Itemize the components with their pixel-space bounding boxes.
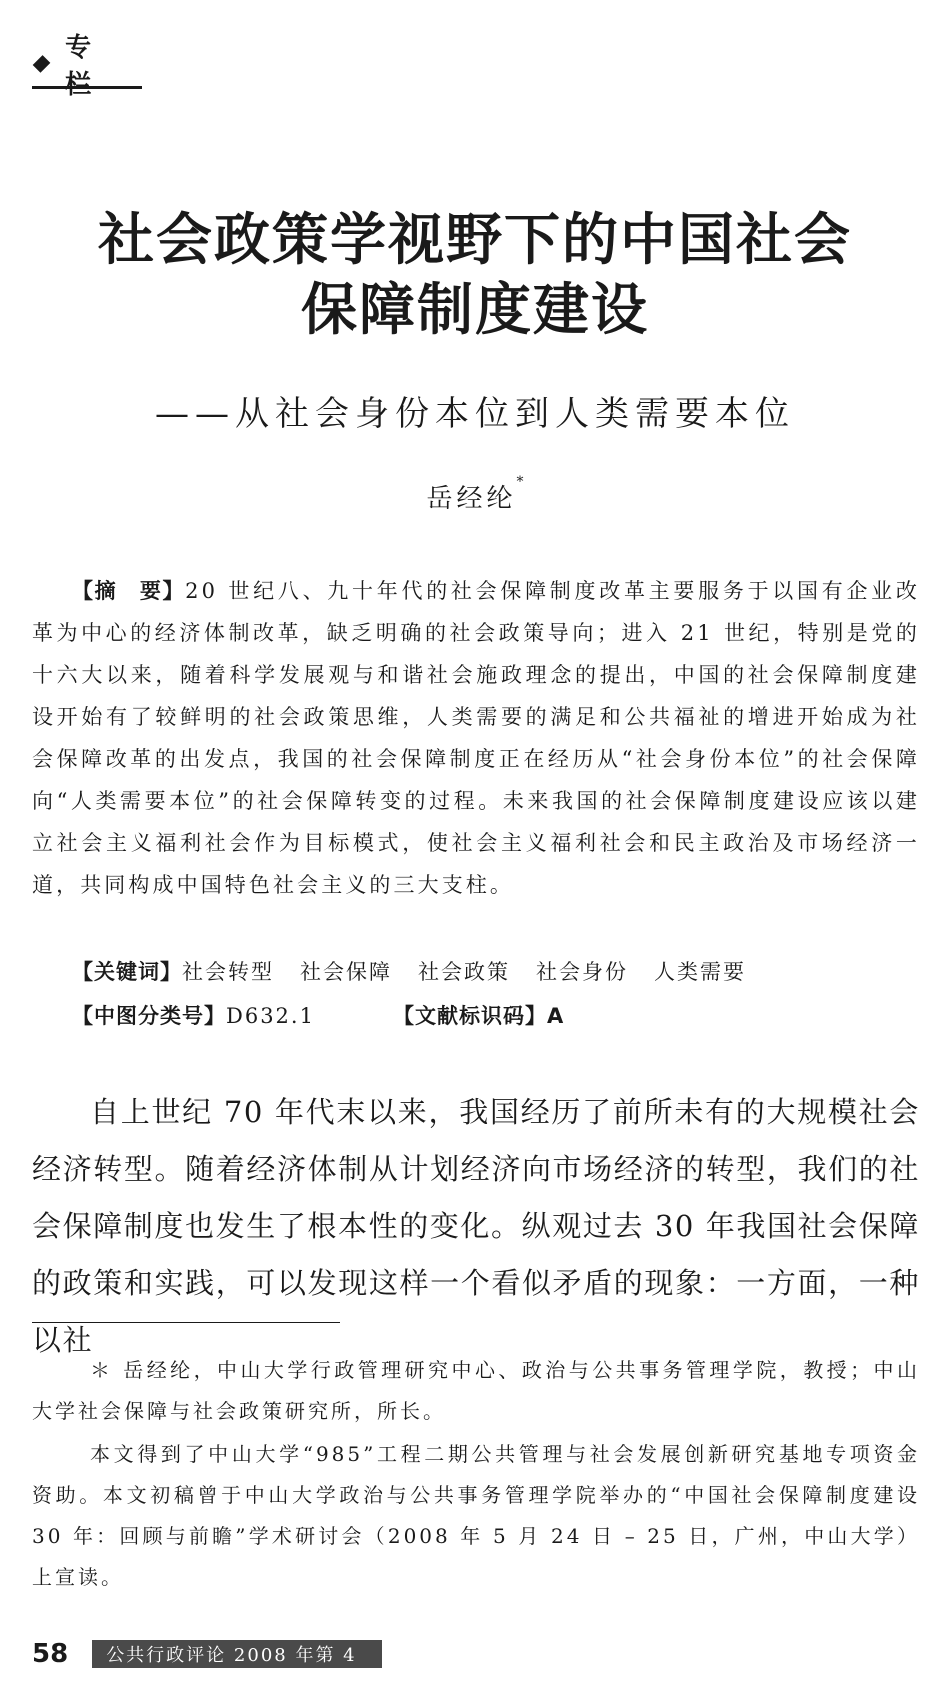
keywords (72, 956, 772, 986)
keyword-item: 社会政策 (418, 960, 510, 984)
keywords-label: 【关键词】 (72, 960, 182, 984)
abstract-text: 20 世纪八、九十年代的社会保障制度改革主要服务于以国有企业改革为中心的经济体制改革，缺乏明确的社会政策导向；进入 21 世纪，特别是党的十六大以来，随着科学发展观与和谐社会施政理念的提出，中国的社会保障制度建设开始有了较鲜明的社会政策思维，人类需要的满足和公共福祉的增进开始成为社会保障改革的出发点，我国的社会保障制度正在经历从“社会身份本位”的社会保障向“人类需要本位”的社会保障转变的过程。未来我国的社会保障制度建设应该以建立社会主义福利社会作为目标模式，使社会主义福利社会和民主政治及市场经济一道，共同构成中国特色社会主义的三大支柱。 (32, 579, 920, 897)
abstract (32, 570, 920, 906)
author-footnote-mark: * (516, 474, 524, 490)
keyword-item: 人类需要 (654, 960, 746, 984)
clc-label: 【中图分类号】 (72, 1004, 226, 1028)
footnote-funding: 本文得到了中山大学“985”工程二期公共管理与社会发展创新研究基地专项资金资助。本文初稿曾于中山大学政治与公共事务管理学院举办的“中国社会保障制度建设 30 年：回顾与前瞻”学术研讨会（2008 年 5 月 24 日 – 25 日，广州，中山大学）上宣读。 (32, 1442, 920, 1589)
page-footer (32, 1636, 382, 1694)
body-paragraph: 自上世纪 70 年代末以来，我国经历了前所未有的大规模社会经济转型。随着经济体制从计划经济向市场经济的转型，我们的社会保障制度也发生了根本性的变化。纵观过去 30 年我国社会保障的政策和实践，可以发现这样一个看似矛盾的现象：一方面，一种以社 (32, 1095, 920, 1357)
footnote-divider (32, 1322, 340, 1323)
keyword-item: 社会转型 (182, 960, 274, 984)
doc-code-value: A (546, 1004, 565, 1028)
article-title-line-2: 保障制度建设 (301, 278, 649, 343)
footnote-author: ＊ 岳经纶，中山大学行政管理研究中心、政治与公共事务管理学院，教授；中山大学社会保障与社会政策研究所，所长。 (32, 1358, 920, 1423)
article-title-line-1: 社会政策学视野下的中国社会 (98, 208, 852, 273)
abstract-label: 【摘 要】 (72, 579, 186, 603)
keyword-item: 社会保障 (300, 960, 392, 984)
doc-code-label: 【文献标识码】 (392, 1004, 547, 1028)
diamond-icon (33, 55, 51, 73)
journal-issue-bar: 公共行政评论 2008 年第 4 期 (92, 1640, 382, 1668)
column-label: 专 栏 (65, 33, 104, 100)
column-tag (32, 33, 142, 100)
classification-line (72, 1000, 564, 1030)
keyword-item: 社会身份 (536, 960, 628, 984)
page-number: 58 (32, 1639, 69, 1669)
article-subtitle: ——从社会身份本位到人类需要本位 (155, 394, 795, 434)
clc-value: D632.1 (226, 1004, 315, 1028)
author-line (0, 474, 950, 515)
author-name: 岳经纶 (426, 484, 517, 514)
